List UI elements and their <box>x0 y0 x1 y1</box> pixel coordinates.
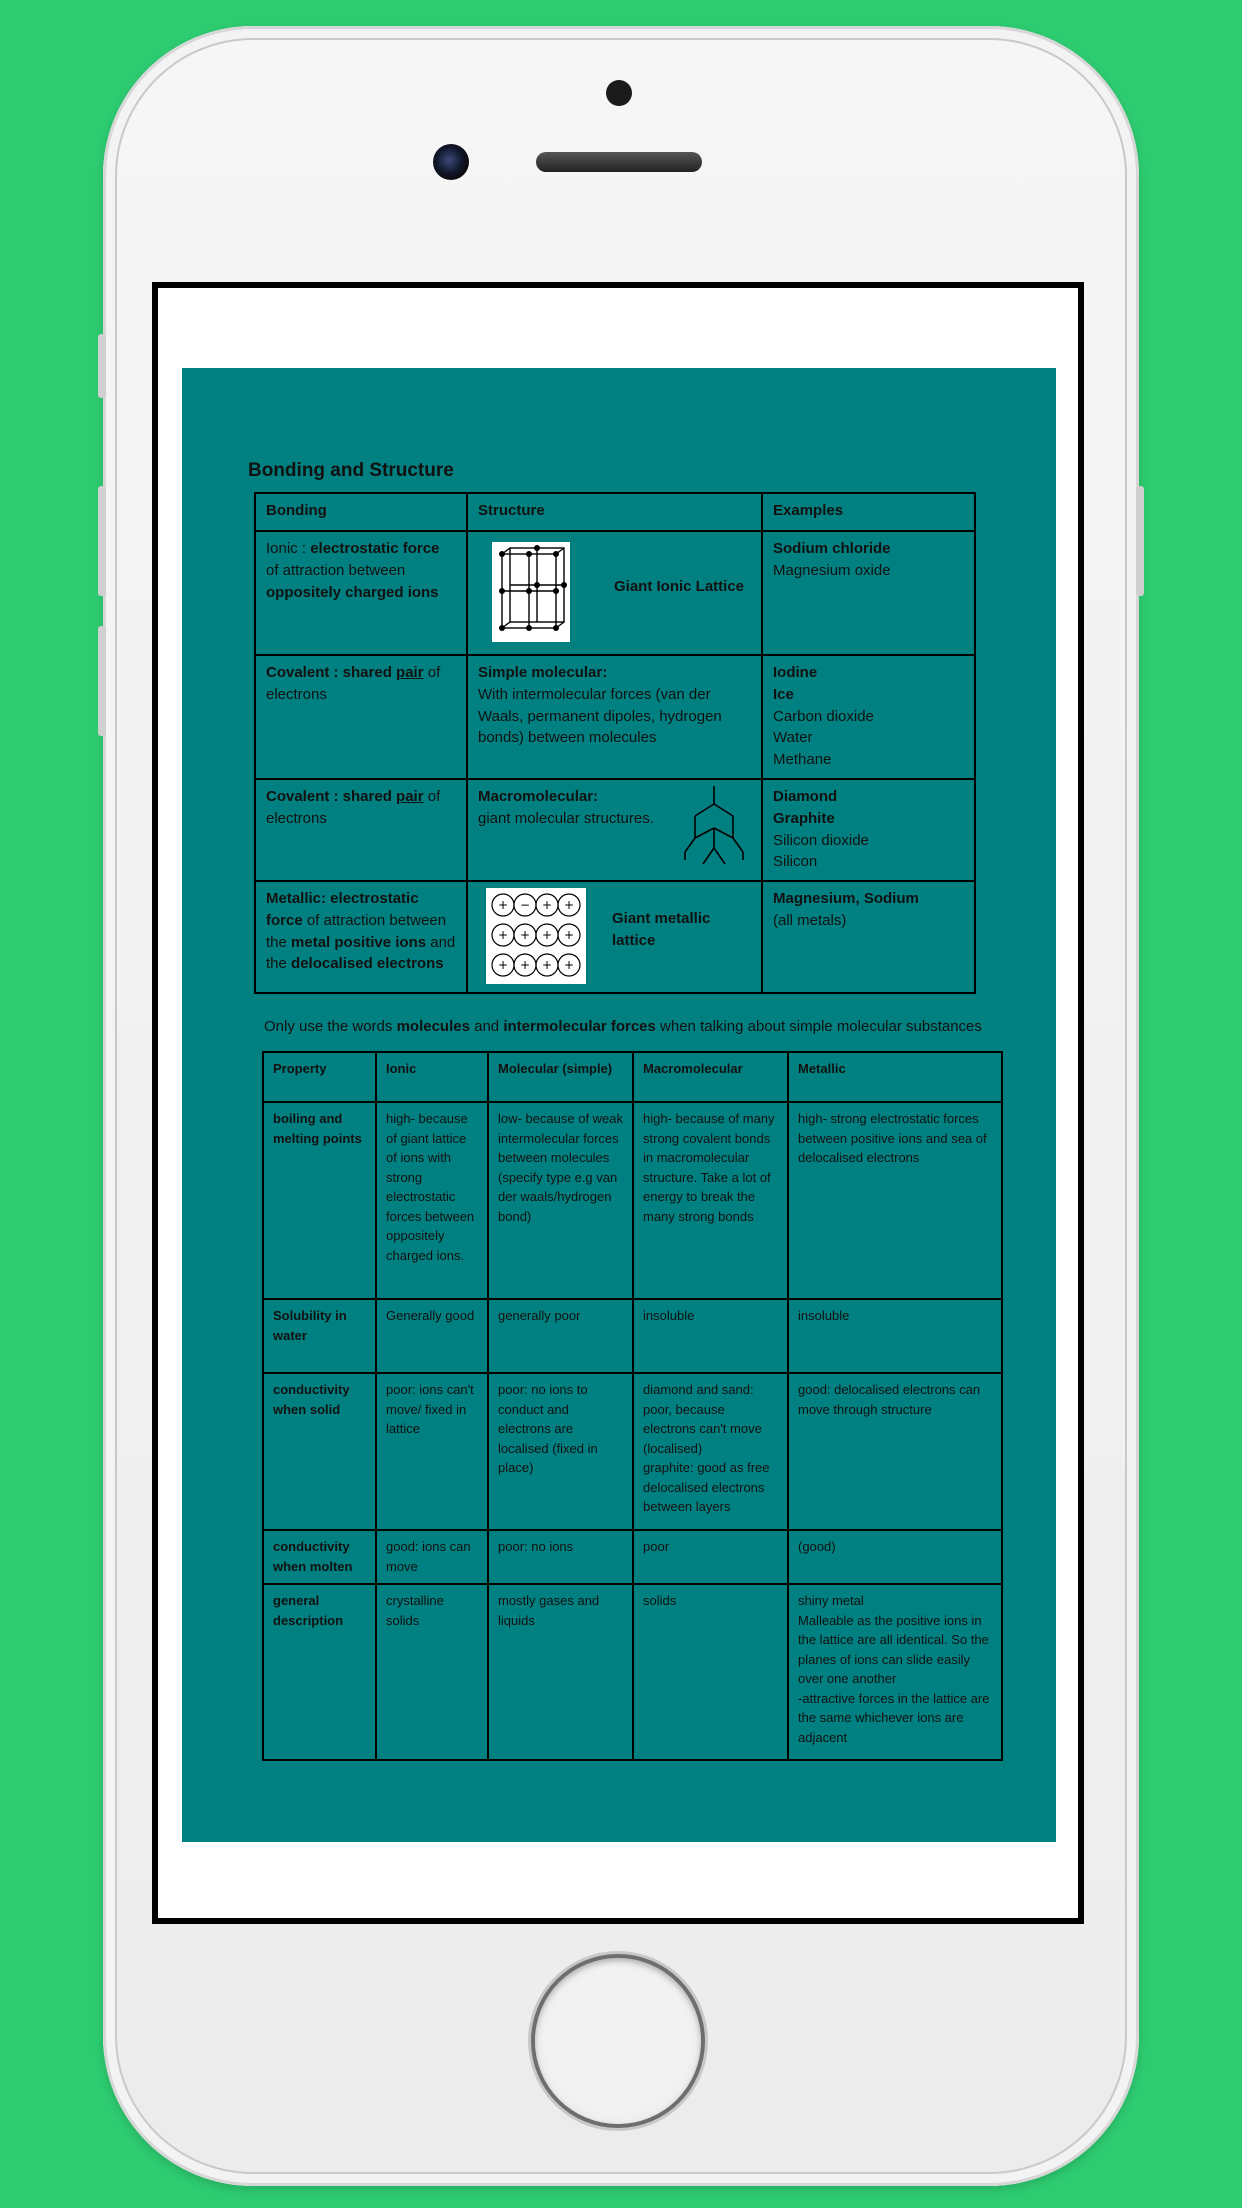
svg-text:+: + <box>563 958 575 972</box>
svg-text:+: + <box>563 928 575 942</box>
table-cell: poor <box>633 1530 788 1584</box>
examples-cell: Sodium chloride Magnesium oxide <box>762 531 975 655</box>
structure-label: Giant metallic lattice <box>612 910 711 949</box>
bonding-structure-table <box>254 492 976 994</box>
svg-text:+: + <box>497 928 509 942</box>
table-row <box>255 881 975 993</box>
table-cell: poor: no ions to conduct and electrons are localised (fixed in place) <box>488 1373 633 1530</box>
bonding-cell: Covalent : shared pair of electrons <box>255 779 467 881</box>
table-cell: high- because of many strong covalent bonds in macromolecular structure. Take a lot of energy to break the many strong bonds <box>633 1102 788 1299</box>
examples-cell: Magnesium, Sodium (all metals) <box>762 881 975 993</box>
table-row <box>255 779 975 881</box>
front-camera-icon <box>433 144 469 180</box>
table-row <box>255 655 975 779</box>
bonding-cell: Ionic : electrostatic force of attraction between oppositely charged ions <box>255 531 467 655</box>
table-cell: high- strong electrostatic forces between positive ions and sea of delocalised electrons <box>788 1102 1002 1299</box>
svg-text:+: + <box>519 928 531 942</box>
power-button <box>1136 486 1144 596</box>
table-row <box>263 1299 1002 1373</box>
examples-cell: Iodine Ice Carbon dioxide Water Methane <box>762 655 975 779</box>
properties-table <box>262 1051 1003 1761</box>
table-cell: insoluble <box>633 1299 788 1373</box>
table-cell: poor: no ions <box>488 1530 633 1584</box>
usage-note: Only use the words molecules and intermolecular forces when talking about simple molecular substances <box>264 1018 982 1035</box>
column-header: Structure <box>467 493 762 531</box>
table-cell: diamond and sand: poor, because electrons can't move (localised) graphite: good as free delocalised electrons between layers <box>633 1373 788 1530</box>
home-button[interactable] <box>535 1958 701 2124</box>
table-cell: Generally good <box>376 1299 488 1373</box>
table-row <box>263 1102 1002 1299</box>
property-cell: general description <box>263 1584 376 1760</box>
table-cell: insoluble <box>788 1299 1002 1373</box>
property-cell: conductivity when molten <box>263 1530 376 1584</box>
table-cell: mostly gases and liquids <box>488 1584 633 1760</box>
table-row <box>263 1373 1002 1530</box>
table-cell: generally poor <box>488 1299 633 1373</box>
bonding-cell: Covalent : shared pair of electrons <box>255 655 467 779</box>
volume-down-button <box>98 626 106 736</box>
diamond-structure-icon <box>681 782 747 868</box>
property-cell: boiling and melting points <box>263 1102 376 1299</box>
svg-text:+: + <box>497 958 509 972</box>
column-header: Property <box>263 1052 376 1102</box>
table-cell: low- because of weak intermolecular forces between molecules (specify type e.g van der waals/hydrogen bond) <box>488 1102 633 1299</box>
table-cell: good: ions can move <box>376 1530 488 1584</box>
mute-switch <box>98 334 106 398</box>
table-header-row <box>255 493 975 531</box>
column-header: Macromolecular <box>633 1052 788 1102</box>
property-cell: conductivity when solid <box>263 1373 376 1530</box>
table-row <box>263 1584 1002 1760</box>
table-cell: shiny metal Malleable as the positive ions in the lattice are all identical. So the planes of ions can slide easily over one another -attractive forces in the lattice are the same whichever ions are adjacent <box>788 1584 1002 1760</box>
volume-up-button <box>98 486 106 596</box>
property-cell: Solubility in water <box>263 1299 376 1373</box>
svg-text:+: + <box>541 898 553 912</box>
column-header: Examples <box>762 493 975 531</box>
table-cell: solids <box>633 1584 788 1760</box>
table-cell: (good) <box>788 1530 1002 1584</box>
table-cell: poor: ions can't move/ fixed in lattice <box>376 1373 488 1530</box>
table-cell: high- because of giant lattice of ions with strong electrostatic forces between oppositely charged ions. <box>376 1102 488 1299</box>
earpiece-speaker <box>536 152 702 172</box>
document-page <box>182 368 1056 1842</box>
table-cell: good: delocalised electrons can move through structure <box>788 1373 1002 1530</box>
svg-text:+: + <box>541 958 553 972</box>
svg-text:+: + <box>519 958 531 972</box>
table-row <box>255 531 975 655</box>
svg-text:+: + <box>541 928 553 942</box>
table-row <box>263 1530 1002 1584</box>
structure-cell <box>467 531 762 655</box>
ionic-lattice-icon <box>492 542 570 642</box>
structure-cell: Simple molecular: With intermolecular forces (van der Waals, permanent dipoles, hydrogen bonds) between molecules <box>467 655 762 779</box>
svg-text:−: − <box>519 898 531 912</box>
table-header-row <box>263 1052 1002 1102</box>
metallic-lattice-icon <box>486 888 586 984</box>
svg-text:+: + <box>563 898 575 912</box>
table-cell: crystalline solids <box>376 1584 488 1760</box>
bonding-cell: Metallic: electrostatic force of attraction between the metal positive ions and the delocalised electrons <box>255 881 467 993</box>
structure-cell: Macromolecular: giant molecular structures. <box>467 779 762 881</box>
structure-label: Giant Ionic Lattice <box>614 578 745 595</box>
structure-cell <box>467 881 762 993</box>
column-header: Bonding <box>255 493 467 531</box>
column-header: Ionic <box>376 1052 488 1102</box>
column-header: Molecular (simple) <box>488 1052 633 1102</box>
screen <box>152 282 1084 1924</box>
page-title: Bonding and Structure <box>248 460 454 481</box>
examples-cell: Diamond Graphite Silicon dioxide Silicon <box>762 779 975 881</box>
column-header: Metallic <box>788 1052 1002 1102</box>
svg-text:+: + <box>497 898 509 912</box>
proximity-sensor <box>606 80 632 106</box>
